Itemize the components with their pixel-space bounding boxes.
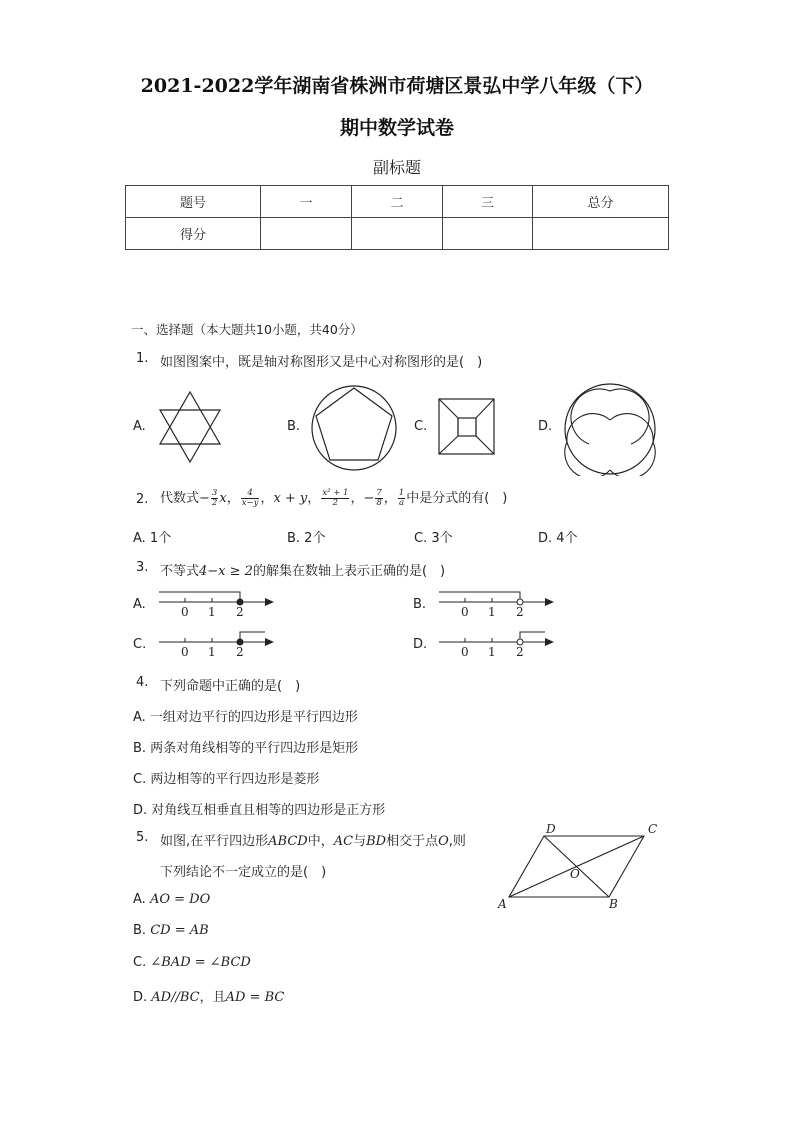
option-math: ∠BAD = ∠BCD xyxy=(150,955,251,970)
score-cell: 总分 xyxy=(533,186,669,218)
vertex-label-b: B xyxy=(609,897,618,911)
option-text: ，且 xyxy=(199,990,226,1005)
q2-option-b[interactable]: B. 2个 xyxy=(287,531,326,546)
q2-sep: ， xyxy=(260,491,274,506)
q2-term5-sign: − xyxy=(363,491,375,506)
option-math: AD = BC xyxy=(225,990,285,1005)
q3-option-a-label[interactable]: A. xyxy=(133,597,146,612)
tick-label: 0 xyxy=(461,605,469,619)
q2-sep: ， xyxy=(307,491,321,506)
q1-option-d-label[interactable]: D. xyxy=(538,419,553,434)
q2-term4-fraction xyxy=(321,489,349,508)
score-cell: 一 xyxy=(261,186,352,218)
q5-option-d[interactable] xyxy=(133,986,284,1005)
pinwheel-square-figure xyxy=(437,397,497,457)
tick-label: 0 xyxy=(461,645,469,659)
tick-label: 1 xyxy=(208,645,216,659)
hexagram-figure xyxy=(157,390,223,464)
q2-option-c[interactable]: C. 3个 xyxy=(414,531,453,546)
q5-stem-line1 xyxy=(160,830,466,849)
q5-stem-text: 如图,在平行四边形 xyxy=(160,834,269,849)
q3-inequality: 4−x ≥ 2 xyxy=(199,564,253,579)
q4-number: 4. xyxy=(136,675,149,690)
q2-sep: ， xyxy=(350,491,364,506)
tick-label: 2 xyxy=(516,645,524,659)
q1-option-c-label[interactable]: C. xyxy=(414,419,428,434)
page-title-line1: 2021-2022学年湖南省株洲市荷塘区景弘中学八年级（下） xyxy=(140,75,654,97)
q1-option-a-label[interactable]: A. xyxy=(133,419,146,434)
q5-stem-text: 相交于点 xyxy=(386,834,439,849)
vertex-label-d: D xyxy=(546,822,556,836)
option-label: D. xyxy=(133,990,148,1005)
q3-stem-pre: 不等式 xyxy=(160,564,200,579)
number-line-c-axis xyxy=(157,628,277,648)
option-label: B. xyxy=(133,923,147,938)
q4-option-c[interactable]: C. 两边相等的平行四边形是菱形 xyxy=(133,772,320,787)
score-cell: 得分 xyxy=(126,218,261,250)
q5-stem-text: 与 xyxy=(353,834,367,849)
page-title-line2: 期中数学试卷 xyxy=(339,117,454,139)
score-input-cell[interactable] xyxy=(261,218,352,250)
q5-math-abcd: ABCD xyxy=(268,834,308,849)
q2-intro: 代数式 xyxy=(160,491,200,506)
q1-option-b-label[interactable]: B. xyxy=(287,419,301,434)
vertex-label-c: C xyxy=(648,822,658,836)
q3-stem-post: 的解集在数轴上表示正确的是( ) xyxy=(252,564,446,579)
number-line-b xyxy=(437,588,557,620)
q2-sep: ， xyxy=(383,491,397,506)
number-line-a-axis xyxy=(157,588,277,608)
option-math: AD//BC xyxy=(151,990,200,1005)
tick-label: 0 xyxy=(181,605,189,619)
q2-option-d[interactable]: D. 4个 xyxy=(538,531,578,546)
q5-math-bd: BD xyxy=(366,834,387,849)
q5-stem-text: 中， xyxy=(307,834,334,849)
tick-label: 1 xyxy=(208,605,216,619)
fraction-numerator: x² + 1 xyxy=(322,488,349,498)
fraction-numerator: 4 xyxy=(241,489,260,499)
vertex-label-a: A xyxy=(498,897,507,911)
tick-label: 1 xyxy=(488,645,496,659)
number-line-b-axis xyxy=(437,588,557,608)
fraction-denominator: 2 xyxy=(332,498,339,508)
page-subtitle: 副标题 xyxy=(372,158,421,177)
q2-term1-fraction xyxy=(211,489,218,508)
q2-term3: x + y xyxy=(273,491,308,506)
tick-label: 1 xyxy=(488,605,496,619)
score-table-score-row xyxy=(126,218,669,250)
q1-stem: 如图图案中，既是轴对称图形又是中心对称图形的是( ) xyxy=(160,355,483,370)
q3-option-d-label[interactable]: D. xyxy=(413,637,428,652)
q3-stem xyxy=(160,560,445,579)
score-cell: 二 xyxy=(352,186,443,218)
fraction-denominator: a xyxy=(398,498,405,508)
q4-stem: 下列命题中正确的是( ) xyxy=(160,679,301,694)
q4-option-b[interactable]: B. 两条对角线相等的平行四边形是矩形 xyxy=(133,741,359,756)
score-input-cell[interactable] xyxy=(443,218,533,250)
q2-option-a[interactable]: A. 1个 xyxy=(133,531,172,546)
tick-label: 2 xyxy=(236,645,244,659)
score-table xyxy=(125,185,669,250)
parallelogram-figure xyxy=(495,820,665,915)
q3-option-b-label[interactable]: B. xyxy=(413,597,427,612)
number-line-d-axis xyxy=(437,628,557,648)
q5-stem-line2: 下列结论不一定成立的是( ) xyxy=(160,865,327,880)
fraction-denominator: x−y xyxy=(241,498,259,508)
number-line-c xyxy=(157,628,277,660)
option-math: AO = DO xyxy=(149,892,211,907)
score-input-cell[interactable] xyxy=(352,218,443,250)
three-arcs-circle-figure xyxy=(563,382,657,476)
fraction-numerator: 3 xyxy=(211,488,218,498)
fraction-numerator: 1 xyxy=(398,488,405,498)
q5-stem-text: ,则 xyxy=(448,834,466,849)
q4-option-a[interactable]: A. 一组对边平行的四边形是平行四边形 xyxy=(133,710,358,725)
q5-number: 5. xyxy=(136,830,149,845)
section-heading: 一、选择题（本大题共10小题，共40分） xyxy=(131,322,363,337)
fraction-denominator: 2 xyxy=(211,498,218,508)
q2-term2-fraction xyxy=(241,489,260,508)
score-cell: 三 xyxy=(443,186,533,218)
q3-option-c-label[interactable]: C. xyxy=(133,637,147,652)
parallelogram-lines xyxy=(495,820,665,915)
option-label: C. xyxy=(133,955,147,970)
score-table-header-row xyxy=(126,186,669,218)
number-line-d xyxy=(437,628,557,660)
tick-label: 2 xyxy=(236,605,244,619)
q1-number: 1. xyxy=(136,351,149,366)
fraction-numerator: 7 xyxy=(376,488,382,498)
q5-option-a[interactable] xyxy=(133,892,210,907)
q5-math-ac: AC xyxy=(333,834,354,849)
q2-tail: 中是分式的有( ) xyxy=(406,491,508,506)
q4-option-d[interactable]: D. 对角线互相垂直且相等的四边形是正方形 xyxy=(133,803,386,818)
q5-math-o: O xyxy=(438,834,449,849)
q2-term1-var: x xyxy=(219,491,227,506)
q3-number: 3. xyxy=(136,560,149,575)
q5-option-b[interactable] xyxy=(133,923,209,938)
center-label-o: O xyxy=(570,867,580,881)
q2-term5-fraction xyxy=(375,489,382,508)
q2-term6-fraction xyxy=(398,489,405,508)
tick-label: 0 xyxy=(181,645,189,659)
score-input-cell[interactable] xyxy=(533,218,669,250)
tick-label: 2 xyxy=(516,605,524,619)
q2-sep: ， xyxy=(226,491,240,506)
q2-stem xyxy=(160,486,507,512)
q2-number: 2. xyxy=(136,492,149,507)
q2-term1-sign: − xyxy=(199,491,210,506)
fraction-denominator: 8 xyxy=(376,498,382,508)
option-label: A. xyxy=(133,892,146,907)
score-cell: 题号 xyxy=(126,186,261,218)
option-math: CD = AB xyxy=(150,923,209,938)
q5-option-c[interactable] xyxy=(133,955,251,970)
pentagon-in-circle-figure xyxy=(310,384,398,472)
number-line-a xyxy=(157,588,277,620)
